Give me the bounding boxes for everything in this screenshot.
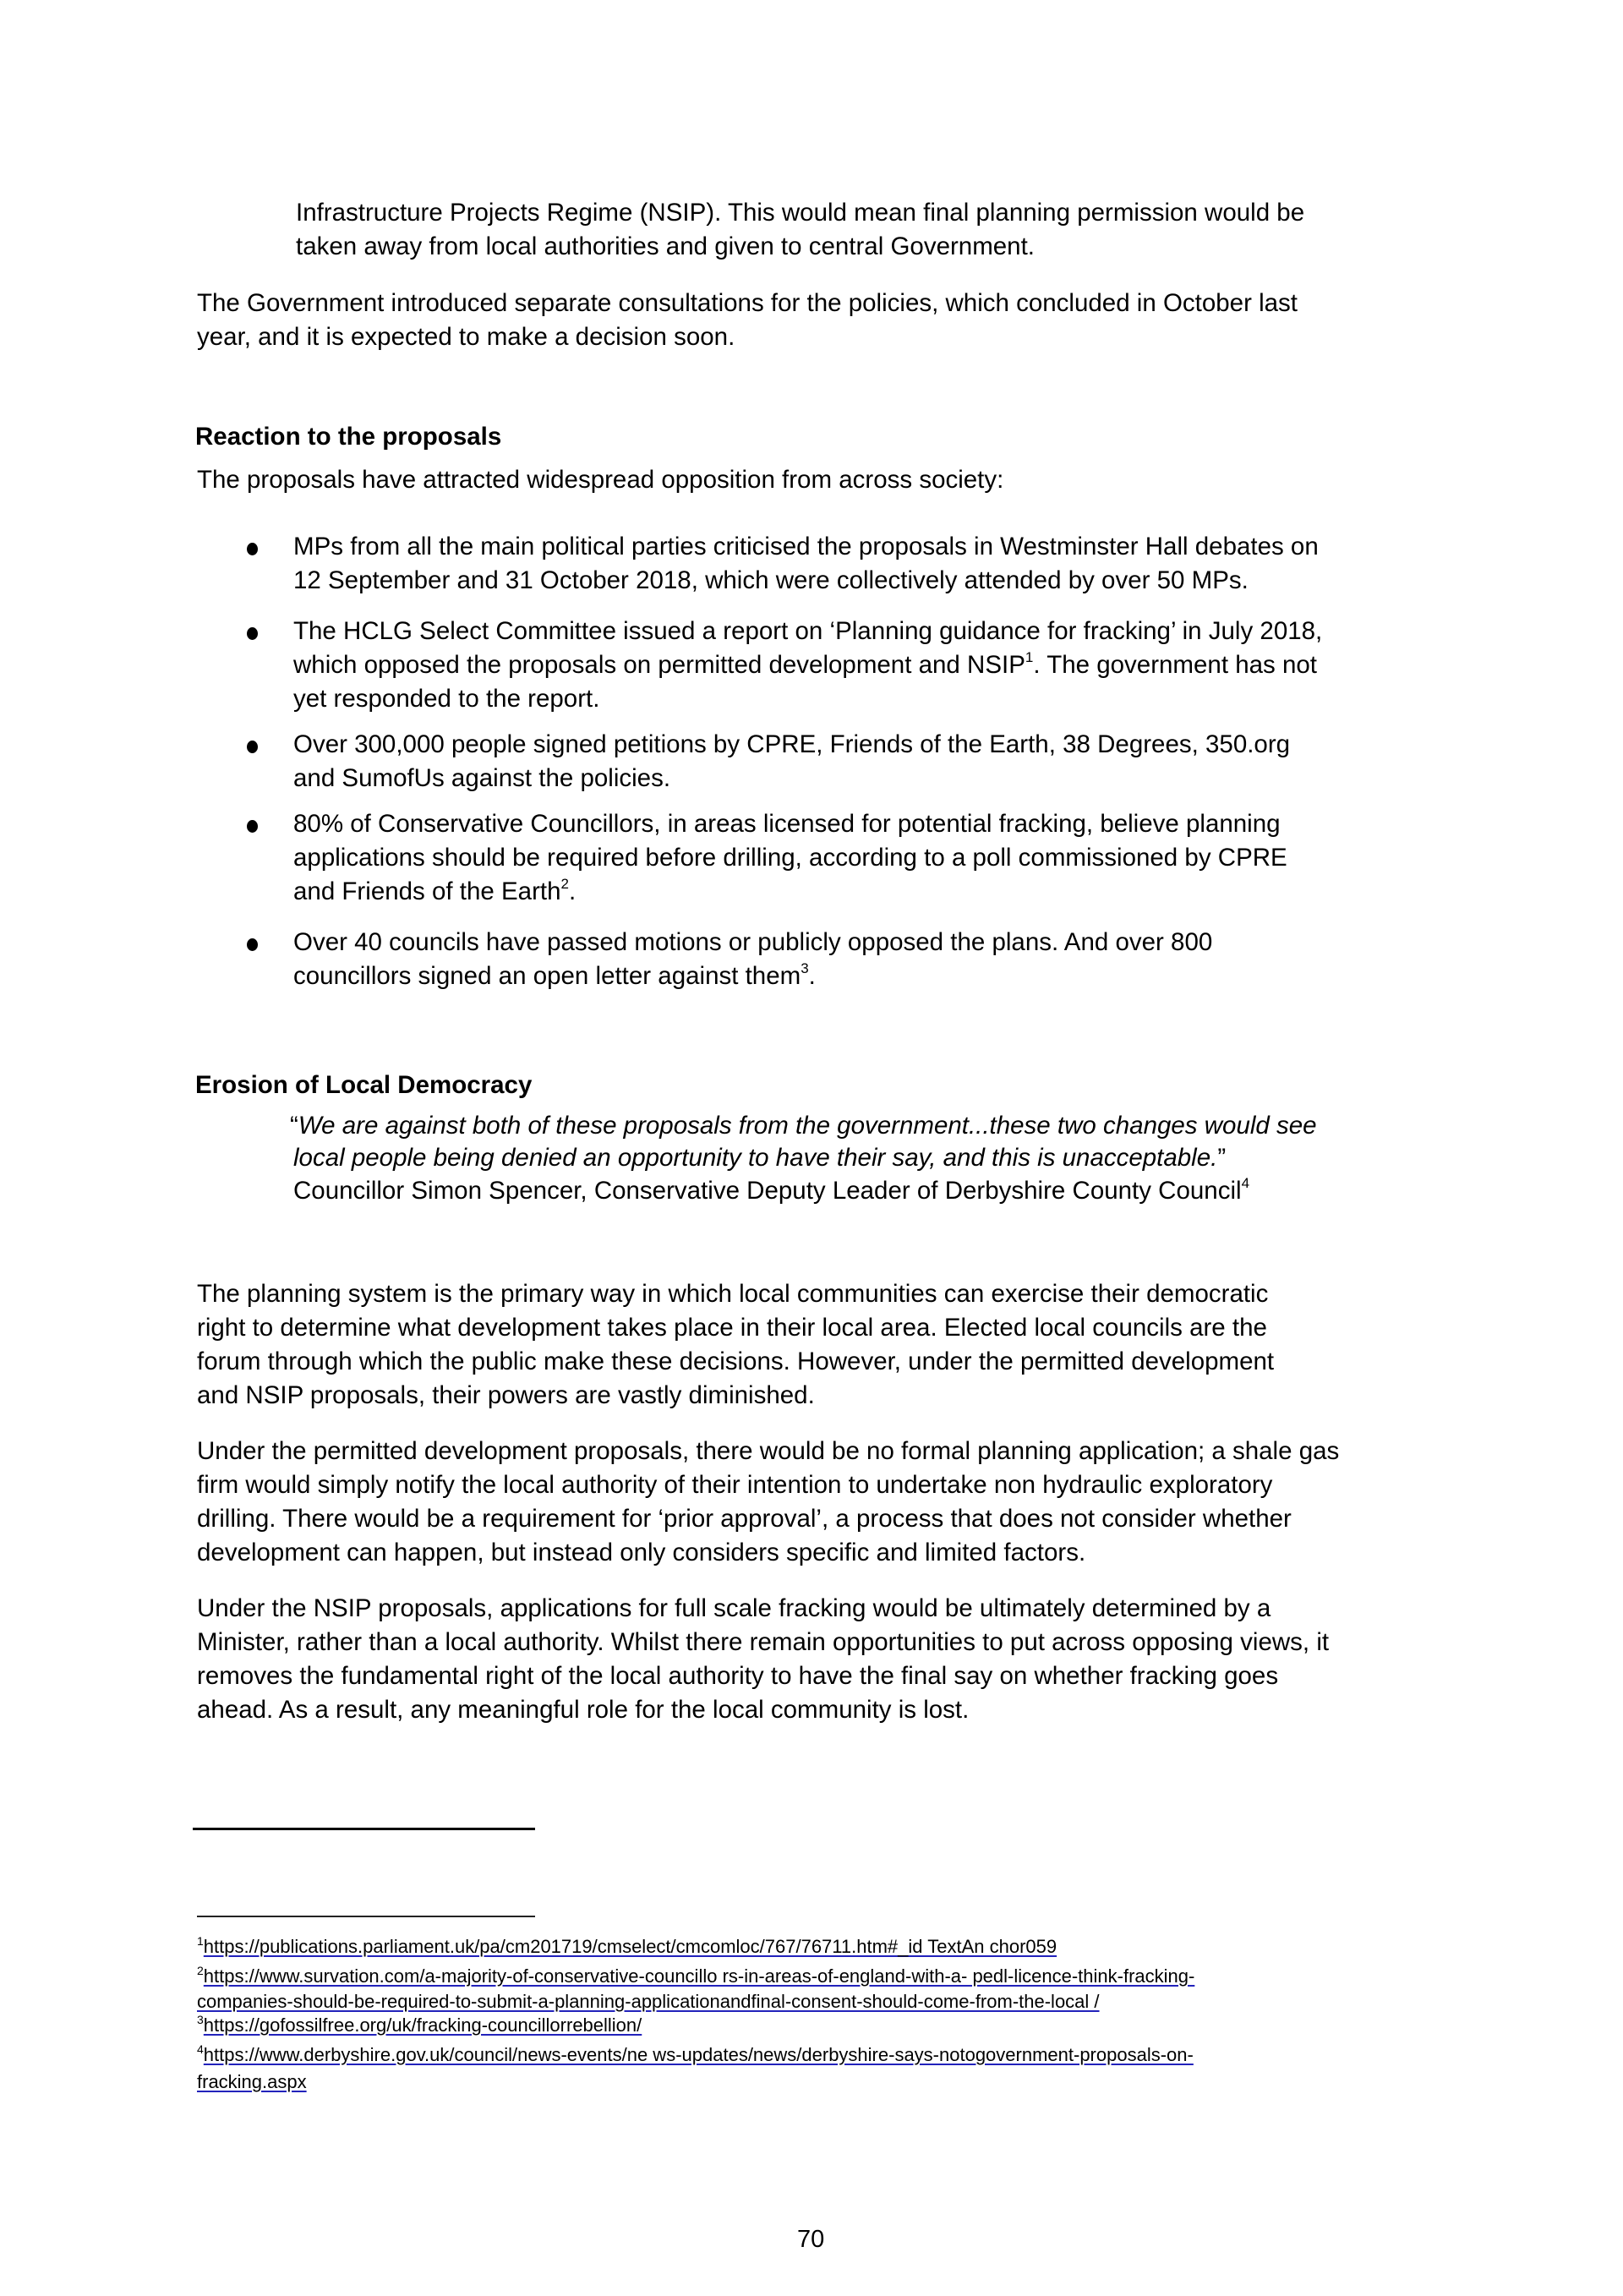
- bullet-icon: [247, 820, 258, 833]
- intro-paragraph-line-1: The Government introduced separate consultations for the policies, which concluded in October last: [197, 289, 1298, 317]
- section-heading-reaction: Reaction to the proposals: [195, 423, 502, 451]
- paragraph-line: right to determine what development takes place in their local area. Elected local councils are the: [197, 1314, 1267, 1342]
- bullet-1-line-2: 12 September and 31 October 2018, which were collectively attended by over 50 MPs.: [293, 566, 1249, 594]
- paragraph-line: Minister, rather than a local authority. Whilst there remain opportunities to put across opposing views, it: [197, 1628, 1330, 1656]
- bullet-2-line-3: yet responded to the report.: [293, 685, 600, 713]
- bullet-4-line-3-tail: .: [568, 877, 577, 905]
- bullet-icon: [247, 741, 258, 753]
- intro-paragraph-line-2: year, and it is expected to make a decision soon.: [197, 323, 735, 351]
- bullet-5-line-2-tail: .: [808, 962, 816, 990]
- paragraph-line: and NSIP proposals, their powers are vastly diminished.: [197, 1381, 815, 1409]
- footnote-link[interactable]: fracking.aspx: [197, 2071, 307, 2092]
- footnote-link[interactable]: https://www.derbyshire.gov.uk/council/news-events/ne ws-updates/news/derbyshire-says-notogovernment-proposals-on-: [203, 2044, 1194, 2065]
- paragraph-line: firm would simply notify the local authority of their intention to undertake non hydraulic exploratory: [197, 1471, 1273, 1499]
- bullet-4-line-2: applications should be required before drilling, according to a poll commissioned by CPRE: [293, 844, 1287, 872]
- footnote-ref-2[interactable]: 2: [560, 876, 569, 893]
- footnote-2: [197, 1965, 1194, 1987]
- bullet-icon: [247, 627, 258, 640]
- footnote-ref-3[interactable]: 3: [801, 960, 809, 977]
- page-number: 70: [797, 2226, 825, 2253]
- bullet-1-line-1: MPs from all the main political parties criticised the proposals in Westminster Hall debates on: [293, 533, 1319, 560]
- bullet-4-line-3-text: and Friends of the Earth: [293, 877, 561, 905]
- bullet-3-line-1: Over 300,000 people signed petitions by CPRE, Friends of the Earth, 38 Degrees, 350.org: [293, 730, 1291, 758]
- bullet-3-line-2: and SumofUs against the policies.: [293, 764, 671, 792]
- bullet-5-line-2-text: councillors signed an open letter against them: [293, 962, 801, 990]
- footnote-link[interactable]: https://publications.parliament.uk/pa/cm201719/cmselect/cmcomloc/767/76711.htm#_id TextAn chor059: [203, 1936, 1057, 1957]
- attribution-text: Councillor Simon Spencer, Conservative Deputy Leader of Derbyshire County Council: [293, 1177, 1242, 1205]
- footnote-ref-4[interactable]: 4: [1241, 1175, 1250, 1192]
- footnote-2-continued: [197, 1991, 1100, 2013]
- quote-text-2: local people being denied an opportunity to have their say, and this is unacceptable.: [293, 1144, 1218, 1172]
- footnote-ref-1[interactable]: 1: [1025, 649, 1034, 666]
- paragraph-line: ahead. As a result, any meaningful role for the local community is lost.: [197, 1696, 970, 1724]
- footnote-number: 2: [197, 1963, 204, 1977]
- paragraph-line: development can happen, but instead only considers specific and limited factors.: [197, 1539, 1086, 1566]
- footnote-separator-thick: [193, 1828, 535, 1830]
- footnote-3: [197, 2014, 642, 2036]
- quote-attribution: [293, 1177, 1249, 1205]
- paragraph-line: Under the permitted development proposals, there would be no formal planning application; a shale gas: [197, 1437, 1340, 1465]
- bullet-2-line-2: [293, 651, 1317, 680]
- bullet-4-line-1: 80% of Conservative Councillors, in areas licensed for potential fracking, believe planning: [293, 810, 1281, 838]
- intro-continuation-line-1: Infrastructure Projects Regime (NSIP). This would mean final planning permission would be: [296, 199, 1305, 227]
- section-heading-erosion: Erosion of Local Democracy: [195, 1071, 533, 1099]
- bullet-5-line-2: [293, 962, 816, 991]
- bullet-5-line-1: Over 40 councils have passed motions or publicly opposed the plans. And over 800: [293, 928, 1213, 956]
- footnote-4: [197, 2044, 1194, 2066]
- bullet-2-line-2-text: which opposed the proposals on permitted development and NSIP: [293, 651, 1025, 679]
- paragraph-line: The planning system is the primary way in which local communities can exercise their democratic: [197, 1280, 1269, 1308]
- paragraph-line: removes the fundamental right of the local authority to have the final say on whether fracking goes: [197, 1662, 1279, 1690]
- footnote-link[interactable]: companies-should-be-required-to-submit-a-planning-applicationandfinal-consent-should-come-from-the-local /: [197, 1991, 1100, 2012]
- footnote-number: 3: [197, 2012, 204, 2026]
- footnote-number: 1: [197, 1933, 204, 1948]
- quote-line-1: [290, 1112, 1317, 1140]
- paragraph-line: drilling. There would be a requirement for ‘prior approval’, a process that does not consider whether: [197, 1505, 1292, 1533]
- footnote-number: 4: [197, 2042, 204, 2056]
- bullet-2-line-1: The HCLG Select Committee issued a report on ‘Planning guidance for fracking’ in July 2018,: [293, 617, 1323, 645]
- footnote-4-continued: [197, 2071, 307, 2093]
- bullet-4-line-3: [293, 877, 576, 906]
- close-quote-mark: ”: [1217, 1144, 1227, 1172]
- footnote-link[interactable]: https://www.survation.com/a-majority-of-conservative-councillo rs-in-areas-of-england-with-a- pedl-licence-think-fracking-: [203, 1965, 1195, 1987]
- paragraph-line: Under the NSIP proposals, applications for full scale fracking would be ultimately determined by a: [197, 1594, 1271, 1622]
- footnote-separator: [197, 1916, 535, 1917]
- bullet-2-line-2-tail: . The government has not: [1033, 651, 1317, 679]
- paragraph-line: forum through which the public make these decisions. However, under the permitted development: [197, 1348, 1275, 1375]
- bullet-icon: [247, 543, 258, 555]
- footnote-1: [197, 1933, 1057, 1958]
- open-quote-mark: “: [290, 1112, 298, 1140]
- quote-line-2: [293, 1144, 1226, 1173]
- reaction-lead: The proposals have attracted widespread opposition from across society:: [197, 466, 1004, 494]
- footnote-link[interactable]: https://gofossilfree.org/uk/fracking-councillorrebellion/: [203, 2014, 642, 2036]
- bullet-icon: [247, 938, 258, 951]
- intro-continuation-line-2: taken away from local authorities and given to central Government.: [296, 232, 1035, 260]
- quote-text-1: We are against both of these proposals from the government...these two changes would see: [298, 1112, 1317, 1140]
